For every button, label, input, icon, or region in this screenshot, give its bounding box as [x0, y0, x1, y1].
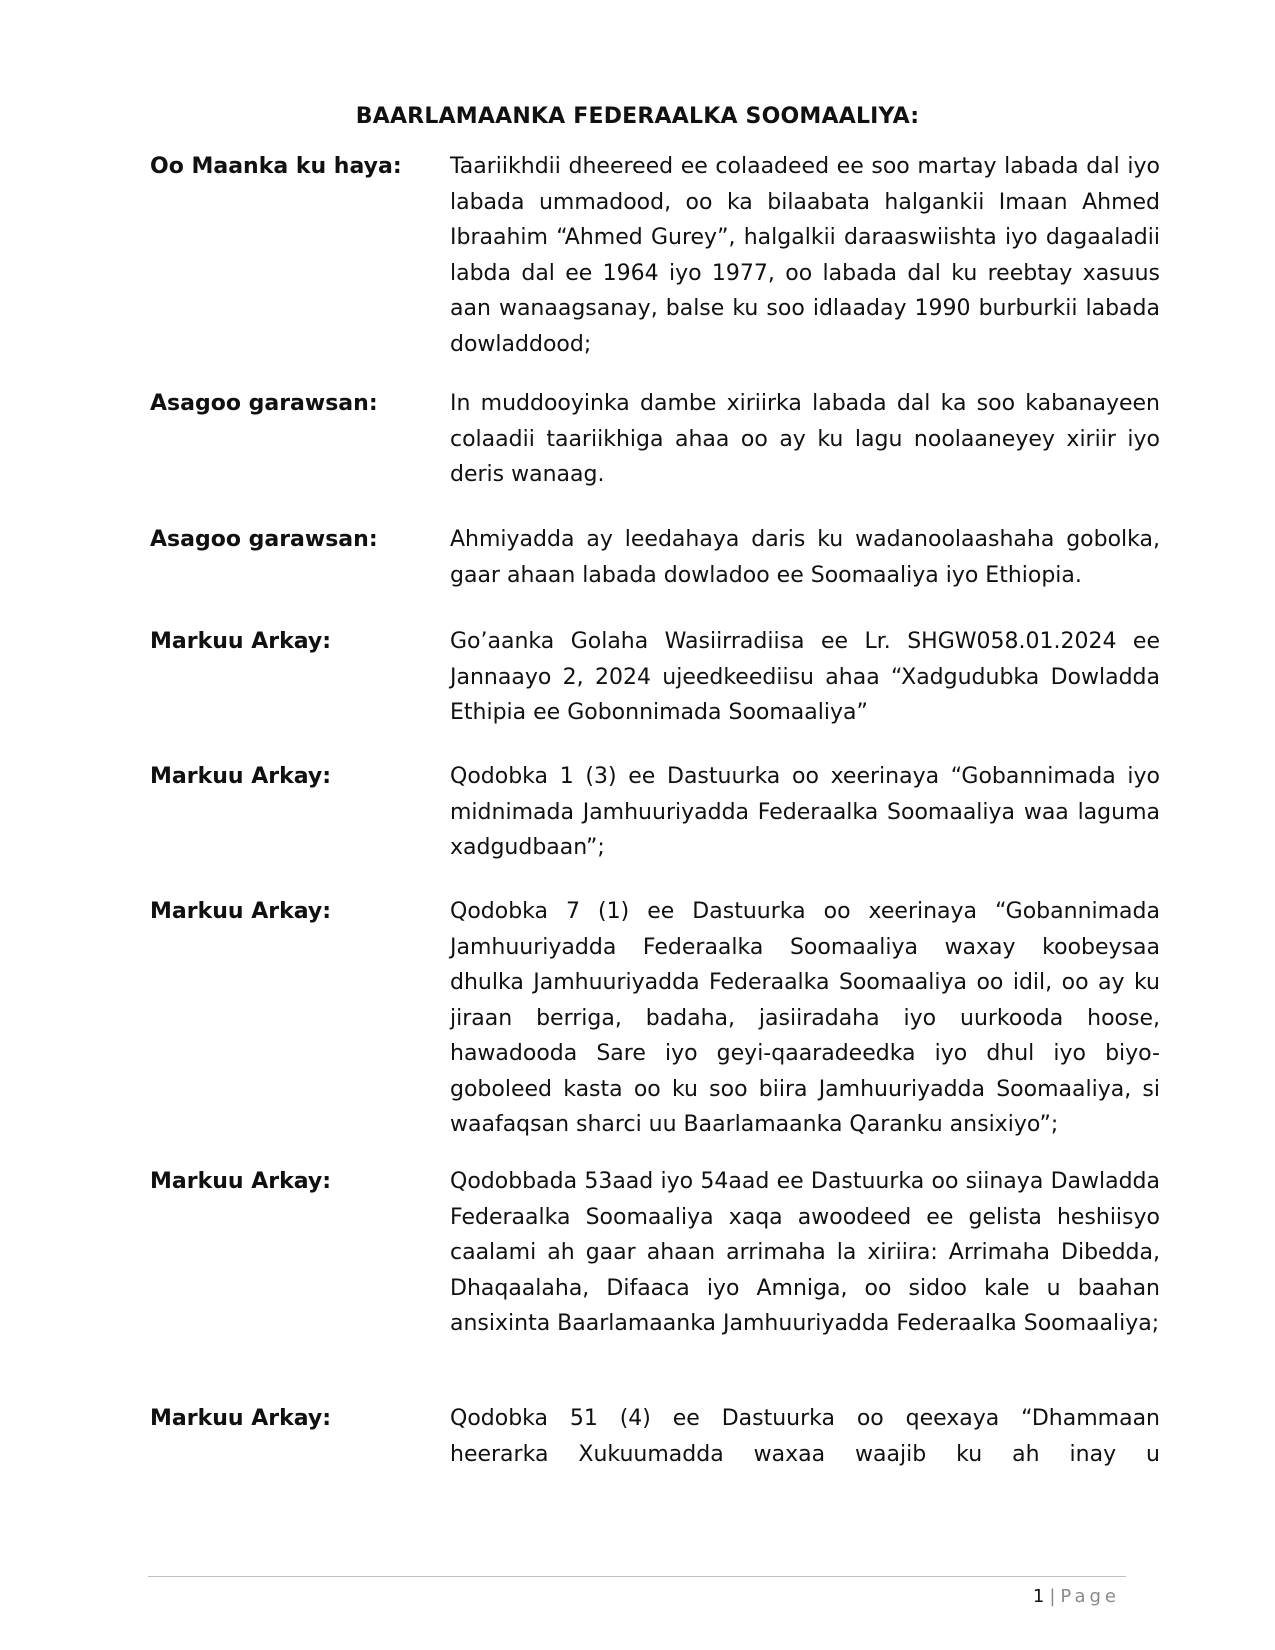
clause-text: Qodobka 51 (4) ee Dastuurka oo qeexaya “Dhammaan heerarka Xukuumadda waxaa waajib ku ah inay u — [450, 1406, 1160, 1467]
page-footer — [1033, 1586, 1120, 1607]
clause-text: Qodobka 7 (1) ee Dastuurka oo xeerinaya “Gobannimada Jamhuuriyadda Federaalka Soomaaliya waxay koobeysaa dhulka Jamhuuriyadda Federaalka Soomaaliya oo idil, oo ay ku jiraan berriga, badaha, jasiiradaha iyo uurkooda hoose, hawadooda Sare iyo geyi-qaaradeedka iyo dhul iyo biyo-goboleed kasta oo ku soo biira Jamhuuriyadda Soomaaliya, si waafaqsan sharci uu Baarlamaanka Qaranku ansixiyo”; — [450, 899, 1160, 1137]
clause-label: Oo Maanka ku haya: — [150, 154, 402, 179]
clause-label: Markuu Arkay: — [150, 629, 332, 654]
clause-text: Qodobbada 53aad iyo 54aad ee Dastuurka oo siinaya Dawladda Federaalka Soomaaliya xaqa awoodeed ee gelista heshiisyo caalami ah gaar ahaan arrimaha la xiriira: Arrimaha Dibedda, Dhaqaalaha, Difaaca iyo Amniga, oo sidoo kale u baahan ansixinta Baarlamaanka Jamhuuriyadda Federaalka Soomaaliya; — [450, 1169, 1160, 1336]
clause-label: Asagoo garawsan: — [150, 391, 378, 416]
page-number: 1 — [1032, 1586, 1045, 1607]
clause-text: In muddooyinka dambe xiriirka labada dal ka soo kabanayeen colaadii taariikhiga ahaa oo ay ku lagu noolaaneyey xiriir iyo deris wanaag. — [450, 391, 1160, 487]
clause-label: Markuu Arkay: — [150, 764, 332, 789]
clause-label: Markuu Arkay: — [150, 899, 332, 924]
clause-text: Qodobka 1 (3) ee Dastuurka oo xeerinaya “Gobannimada iyo midnimada Jamhuuriyadda Federaalka Soomaaliya waa laguma xadgudbaan”; — [450, 764, 1160, 860]
clause-text: Ahmiyadda ay leedahaya daris ku wadanoolaashaha gobolka, gaar ahaan labada dowladoo ee Soomaaliya iyo Ethiopia. — [450, 527, 1160, 588]
clause-text: Go’aanka Golaha Wasiirradiisa ee Lr. SHGW058.01.2024 ee Jannaayo 2, 2024 ujeedkeediisu ahaa “Xadgudubka Dowladda Ethipia ee Gobonnimada Soomaaliya” — [450, 629, 1160, 725]
footer-divider — [148, 1576, 1126, 1577]
clause-label: Markuu Arkay: — [150, 1169, 332, 1194]
document-title: BAARLAMAANKA FEDERAALKA SOOMAALIYA: — [355, 104, 920, 129]
clause-label: Asagoo garawsan: — [150, 527, 378, 552]
clause-text: Taariikhdii dheereed ee colaadeed ee soo martay labada dal iyo labada ummadood, oo ka bilaabata halgankii Imaan Ahmed Ibraahim “Ahmed Gurey”, halgalkii daraaswiishta iyo dagaaladii labda dal ee 1964 iyo 1977, oo labada dal ku reebtay xasuus aan wanaagsanay, balse ku soo idlaaday 1990 burburkii labada dowladdood; — [450, 154, 1160, 357]
page-label: Page — [1060, 1586, 1120, 1607]
clause-label: Markuu Arkay: — [150, 1406, 332, 1431]
footer-separator: | — [1049, 1586, 1056, 1607]
